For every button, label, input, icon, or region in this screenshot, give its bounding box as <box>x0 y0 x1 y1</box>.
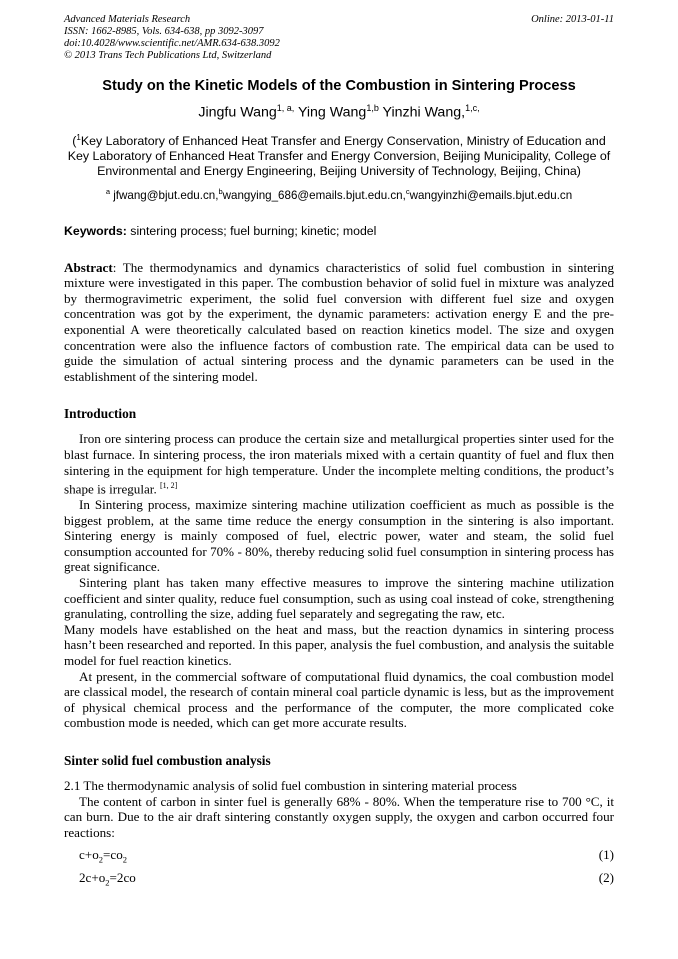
equation-number: (2) <box>598 870 614 886</box>
paper-title: Study on the Kinetic Models of the Combustion in Sintering Process <box>102 78 576 94</box>
intro-paragraph-4: Many models have established on the heat and mass, but the reaction dynamics in sintering process hasn’t been researched and reported. In this paper, analysis the fuel combustion, and analysis the suitable model for fuel reaction kinetics. <box>64 621 614 669</box>
intro-paragraph-5: At present, in the commercial software of computational fluid dynamics, the coal combustion model are classical model, the research of contain mineral coal particle dynamic is less, but as the improvement of physical chemical process and the performance of the computer, the more complicated coke combustion mode is needed, which can get more accurate results. <box>64 668 614 731</box>
author-name: Jingfu Wang <box>198 104 277 121</box>
section2-paragraph-1: The content of carbon in sinter fuel is generally 68% - 80%. When the temperature rise to 700 °C, it can burn. Due to the air draft sintering constantly oxygen supply, the oxygen and carbon occurred four reactions: <box>64 793 614 840</box>
abstract-text: : The thermodynamics and dynamics characteristics of solid fuel combustion in sintering mixture were investigated in this paper. The combustion behavior of solid fuel in mixture was analyzed by thermogravimetric experiment, the solid fuel conversion with different fuel size and oxygen concentration was got by the experiment, the dynamic parameters: activation energy E and the pre-exponential A were theoretically calculated based on reaction kinetics model. The size and oxygen concentration were also the influence factors of combustion rate. The empirical data can be used to guide the simulation of actual sintering process and the dynamic parameters can be used in the establishment of the sintering model. <box>64 259 614 384</box>
author-list <box>64 103 614 121</box>
intro-paragraph-1: Iron ore sintering process can produce the certain size and metallurgical properties sinter used for the blast furnace. In sintering process, the iron materials mixed with a certain quantity of fuel and flux then sintering in the equipment for high temperature. Under the incomplete melting conditions, the product’s shape is irregular. [1, 2] <box>64 431 614 497</box>
keywords-text: sintering process; fuel burning; kinetic; model <box>130 223 377 238</box>
equation-2: $2c+o_2=2co$ (2) <box>79 870 614 888</box>
journal-header <box>64 14 614 62</box>
email-sup: b <box>218 186 223 196</box>
paper-page <box>64 14 614 886</box>
copyright-line: © 2013 Trans Tech Publications Ltd, Switzerland <box>64 50 272 61</box>
aff-line-2: Key Laboratory of Enhanced Heat Transfer and Energy Conversion, Beijing Municipality, College of <box>67 149 611 164</box>
abstract <box>64 260 614 385</box>
citation-ref: [1, 2] <box>160 481 178 491</box>
email-list <box>64 187 614 202</box>
affiliation <box>64 130 614 180</box>
author-name: Yinzhi Wang, <box>382 104 466 121</box>
keywords-label: Keywords: <box>64 223 127 238</box>
author-sup: 1,b <box>366 103 379 113</box>
email-link[interactable]: jfwang@bjut.edu.cn, <box>113 188 219 202</box>
keywords <box>64 224 614 238</box>
journal-name: Advanced Materials Research <box>64 14 191 25</box>
section-heading-combustion: Sinter solid fuel combustion analysis <box>64 753 271 768</box>
email-sup: c <box>405 186 410 196</box>
aff-num: 1 <box>76 132 81 142</box>
email-link[interactable]: wangying_686@emails.bjut.edu.cn, <box>222 188 406 202</box>
section-heading-introduction: Introduction <box>64 406 137 422</box>
equation-1: $c+o_2=co_2$ (1) <box>79 847 614 865</box>
online-date: Online: 2013-01-11 <box>531 14 614 25</box>
author-sup: 1, a, <box>276 103 295 113</box>
subsection-heading: 2.1 The thermodynamic analysis of solid fuel combustion in sintering material process <box>64 778 517 793</box>
aff-open-paren: ( <box>72 133 77 148</box>
intro-paragraph-3: Sintering plant has taken many effective measures to improve the sintering machine utilization coefficient and sinter quality, reduce fuel consumption, such as using coal instead of coke, strengthening granulating, controlling the size, adding fuel separately and segregating the raw, etc. <box>64 575 614 622</box>
email-sup: a <box>105 186 110 196</box>
intro-paragraph-2: In Sintering process, maximize sintering machine utilization coefficient as much as possible is the biggest problem, at the same time reduce the energy consumption in the sintering is also important. Sintering energy is mainly composed of fuel, electric power, water and steam, the solid fuel consumption accounted for 70% - 80%, thereby reducing solid fuel consumption in sintering process has great significance. <box>64 497 614 575</box>
issn-line: ISSN: 1662-8985, Vols. 634-638, pp 3092-3097 <box>64 26 264 37</box>
equation-number: (1) <box>598 847 614 863</box>
aff-line-1: Key Laboratory of Enhanced Heat Transfer and Energy Conservation, Ministry of Education and <box>80 133 606 148</box>
email-link[interactable]: wangyinzhi@emails.bjut.edu.cn <box>409 188 573 202</box>
doi-line: doi:10.4028/www.scientific.net/AMR.634-638.3092 <box>64 38 280 49</box>
abstract-label: Abstract <box>64 259 113 275</box>
aff-line-3: Environmental and Energy Engineering, Beijing University of Technology, Beijing, China) <box>97 164 581 179</box>
author-sup: 1,c, <box>465 103 480 113</box>
author-name: Ying Wang <box>297 104 367 121</box>
